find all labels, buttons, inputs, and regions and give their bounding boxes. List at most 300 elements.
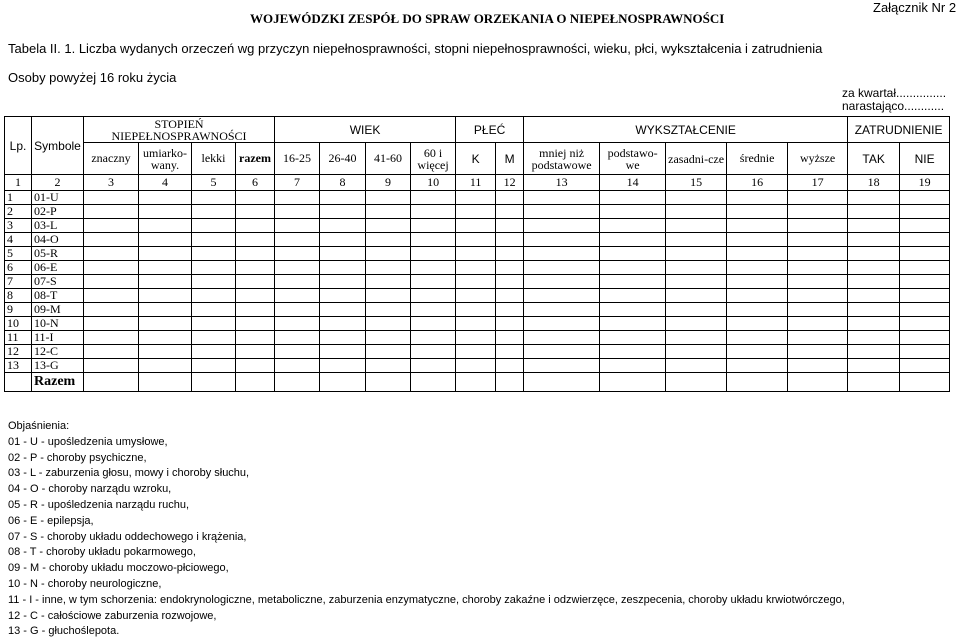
data-cell[interactable] [727, 261, 788, 275]
data-cell[interactable] [666, 289, 727, 303]
data-cell[interactable] [84, 233, 139, 247]
data-cell[interactable] [496, 331, 524, 345]
data-cell[interactable] [666, 317, 727, 331]
data-cell[interactable] [848, 205, 900, 219]
row-symbol: 11-I [32, 331, 84, 345]
column-number: 3 [84, 175, 139, 191]
data-cell[interactable] [788, 331, 848, 345]
data-cell[interactable] [456, 261, 496, 275]
column-number: 13 [524, 175, 600, 191]
data-cell[interactable] [456, 317, 496, 331]
data-cell[interactable] [848, 233, 900, 247]
data-cell[interactable] [366, 219, 411, 233]
data-cell[interactable] [366, 303, 411, 317]
data-cell[interactable] [139, 317, 192, 331]
data-cell[interactable] [192, 359, 236, 373]
persons-note: Osoby powyżej 16 roku życia [8, 70, 177, 85]
data-cell[interactable] [456, 289, 496, 303]
data-cell[interactable] [900, 359, 950, 373]
data-cell[interactable] [320, 205, 366, 219]
data-cell[interactable] [666, 275, 727, 289]
data-cell[interactable] [456, 233, 496, 247]
data-cell[interactable] [600, 345, 666, 359]
data-cell[interactable] [900, 261, 950, 275]
data-cell[interactable] [192, 247, 236, 261]
row-lp: 1 [5, 191, 32, 205]
data-cell[interactable] [456, 205, 496, 219]
data-cell[interactable] [236, 345, 275, 359]
annex-label: Załącznik Nr 2 [873, 0, 957, 15]
data-cell[interactable] [600, 233, 666, 247]
degree-total-header: razem [236, 143, 275, 175]
data-cell[interactable] [456, 247, 496, 261]
data-cell[interactable] [456, 303, 496, 317]
data-cell[interactable] [524, 261, 600, 275]
data-cell[interactable] [84, 191, 139, 205]
data-cell[interactable] [900, 317, 950, 331]
data-cell[interactable] [600, 289, 666, 303]
data-cell[interactable] [411, 289, 456, 303]
data-cell[interactable] [275, 261, 320, 275]
data-cell[interactable] [727, 275, 788, 289]
explanation-item: 02 - P - choroby psychiczne, [8, 451, 147, 464]
data-cell[interactable] [411, 345, 456, 359]
data-cell[interactable] [600, 275, 666, 289]
data-cell[interactable] [320, 191, 366, 205]
data-cell[interactable] [788, 219, 848, 233]
data-cell[interactable] [320, 345, 366, 359]
data-cell[interactable] [411, 233, 456, 247]
table-row [5, 345, 950, 359]
column-number: 16 [727, 175, 788, 191]
data-cell[interactable] [666, 205, 727, 219]
data-cell[interactable] [320, 275, 366, 289]
data-cell[interactable] [275, 359, 320, 373]
data-cell[interactable] [848, 191, 900, 205]
total-cell[interactable] [727, 373, 788, 392]
data-cell[interactable] [366, 247, 411, 261]
data-cell[interactable] [788, 233, 848, 247]
row-lp: 7 [5, 275, 32, 289]
data-cell[interactable] [366, 331, 411, 345]
data-cell[interactable] [236, 233, 275, 247]
data-cell[interactable] [788, 317, 848, 331]
data-cell[interactable] [496, 317, 524, 331]
explanation-item: 01 - U - upośledzenia umysłowe, [8, 435, 168, 448]
data-cell[interactable] [727, 233, 788, 247]
data-cell[interactable] [236, 191, 275, 205]
data-cell[interactable] [900, 247, 950, 261]
data-cell[interactable] [600, 191, 666, 205]
total-cell[interactable] [139, 373, 192, 392]
data-cell[interactable] [524, 331, 600, 345]
data-cell[interactable] [524, 317, 600, 331]
row-symbol: 13-G [32, 359, 84, 373]
data-cell[interactable] [366, 345, 411, 359]
explanation-item: 12 - C - całościowe zaburzenia rozwojowe, [8, 609, 217, 622]
data-cell[interactable] [496, 261, 524, 275]
data-cell[interactable] [524, 275, 600, 289]
column-number: 15 [666, 175, 727, 191]
data-cell[interactable] [84, 205, 139, 219]
data-cell[interactable] [192, 233, 236, 247]
data-cell[interactable] [320, 233, 366, 247]
data-cell[interactable] [900, 233, 950, 247]
data-cell[interactable] [139, 303, 192, 317]
data-cell[interactable] [139, 247, 192, 261]
data-cell[interactable] [496, 289, 524, 303]
row-symbol: 09-M [32, 303, 84, 317]
data-cell[interactable] [84, 275, 139, 289]
data-cell[interactable] [600, 219, 666, 233]
data-cell[interactable] [320, 331, 366, 345]
degree-group-header: STOPIEŃ NIEPEŁNOSPRAWNOŚCI [84, 117, 275, 143]
data-cell[interactable] [366, 317, 411, 331]
data-cell[interactable] [666, 303, 727, 317]
total-cell[interactable] [600, 373, 666, 392]
data-cell[interactable] [275, 289, 320, 303]
data-cell[interactable] [900, 205, 950, 219]
data-cell[interactable] [900, 289, 950, 303]
data-cell[interactable] [848, 317, 900, 331]
age-26-40-header: 26-40 [320, 143, 366, 175]
explanation-item: 10 - N - choroby neurologiczne, [8, 577, 162, 590]
data-cell[interactable] [727, 345, 788, 359]
data-cell[interactable] [666, 331, 727, 345]
data-cell[interactable] [900, 303, 950, 317]
data-cell[interactable] [727, 317, 788, 331]
data-cell[interactable] [320, 317, 366, 331]
data-cell[interactable] [524, 233, 600, 247]
table-row [5, 205, 950, 219]
data-cell[interactable] [275, 345, 320, 359]
total-lp-cell [5, 373, 32, 392]
data-cell[interactable] [411, 331, 456, 345]
data-cell[interactable] [411, 359, 456, 373]
data-cell[interactable] [275, 205, 320, 219]
data-cell[interactable] [411, 247, 456, 261]
data-cell[interactable] [848, 359, 900, 373]
data-cell[interactable] [192, 331, 236, 345]
data-cell[interactable] [236, 261, 275, 275]
table-row [5, 317, 950, 331]
data-cell[interactable] [84, 317, 139, 331]
data-cell[interactable] [666, 359, 727, 373]
column-number: 14 [600, 175, 666, 191]
data-cell[interactable] [600, 359, 666, 373]
data-cell[interactable] [666, 219, 727, 233]
data-cell[interactable] [848, 275, 900, 289]
table-row [5, 303, 950, 317]
total-cell[interactable] [848, 373, 900, 392]
table-row [5, 191, 950, 205]
data-cell[interactable] [727, 247, 788, 261]
data-cell[interactable] [139, 289, 192, 303]
data-cell[interactable] [524, 289, 600, 303]
data-cell[interactable] [366, 191, 411, 205]
data-cell[interactable] [192, 275, 236, 289]
data-cell[interactable] [84, 359, 139, 373]
data-cell[interactable] [496, 247, 524, 261]
row-symbol: 12-C [32, 345, 84, 359]
data-cell[interactable] [366, 233, 411, 247]
data-cell[interactable] [236, 317, 275, 331]
total-cell[interactable] [524, 373, 600, 392]
row-symbol: 08-T [32, 289, 84, 303]
data-cell[interactable] [84, 219, 139, 233]
report-title: WOJEWÓDZKI ZESPÓŁ DO SPRAW ORZEKANIA O NIEPEŁNOSPRAWNOŚCI [250, 11, 725, 26]
higher-header: wyższe [788, 143, 848, 175]
data-cell[interactable] [366, 289, 411, 303]
total-cell[interactable] [456, 373, 496, 392]
row-lp: 5 [5, 247, 32, 261]
data-cell[interactable] [139, 191, 192, 205]
data-cell[interactable] [275, 247, 320, 261]
data-cell[interactable] [192, 289, 236, 303]
mild-degree-header: lekki [192, 143, 236, 175]
data-cell[interactable] [84, 303, 139, 317]
data-cell[interactable] [84, 345, 139, 359]
data-cell[interactable] [496, 233, 524, 247]
data-cell[interactable] [496, 359, 524, 373]
total-cell[interactable] [236, 373, 275, 392]
data-cell[interactable] [456, 345, 496, 359]
data-cell[interactable] [848, 331, 900, 345]
data-cell[interactable] [320, 261, 366, 275]
total-cell[interactable] [900, 373, 950, 392]
data-cell[interactable] [600, 317, 666, 331]
data-cell[interactable] [275, 303, 320, 317]
data-cell[interactable] [84, 331, 139, 345]
data-cell[interactable] [236, 303, 275, 317]
data-cell[interactable] [666, 247, 727, 261]
data-cell[interactable] [788, 289, 848, 303]
data-cell[interactable] [848, 261, 900, 275]
data-cell[interactable] [139, 233, 192, 247]
data-cell[interactable] [275, 275, 320, 289]
data-cell[interactable] [456, 191, 496, 205]
data-cell[interactable] [366, 205, 411, 219]
data-cell[interactable] [666, 261, 727, 275]
vocational-header: zasadni-cze [666, 143, 727, 175]
data-cell[interactable] [788, 275, 848, 289]
explanations [8, 419, 845, 640]
data-cell[interactable] [848, 289, 900, 303]
data-cell[interactable] [848, 345, 900, 359]
data-cell[interactable] [900, 219, 950, 233]
data-cell[interactable] [192, 317, 236, 331]
row-symbol: 03-L [32, 219, 84, 233]
data-cell[interactable] [496, 191, 524, 205]
data-cell[interactable] [320, 219, 366, 233]
data-cell[interactable] [727, 303, 788, 317]
data-cell[interactable] [456, 219, 496, 233]
data-cell[interactable] [236, 359, 275, 373]
data-cell[interactable] [139, 219, 192, 233]
row-lp: 13 [5, 359, 32, 373]
column-number: 5 [192, 175, 236, 191]
data-cell[interactable] [411, 317, 456, 331]
data-cell[interactable] [411, 219, 456, 233]
data-cell[interactable] [320, 359, 366, 373]
column-number: 2 [32, 175, 84, 191]
data-cell[interactable] [275, 233, 320, 247]
total-cell[interactable] [666, 373, 727, 392]
data-cell[interactable] [496, 205, 524, 219]
data-cell[interactable] [139, 275, 192, 289]
data-cell[interactable] [192, 205, 236, 219]
column-number: 10 [411, 175, 456, 191]
data-cell[interactable] [727, 191, 788, 205]
column-number: 7 [275, 175, 320, 191]
data-cell[interactable] [727, 219, 788, 233]
data-cell[interactable] [411, 205, 456, 219]
data-cell[interactable] [496, 275, 524, 289]
data-cell[interactable] [236, 289, 275, 303]
data-cell[interactable] [524, 191, 600, 205]
data-cell[interactable] [496, 303, 524, 317]
data-cell[interactable] [496, 345, 524, 359]
data-cell[interactable] [139, 359, 192, 373]
explanation-item: 13 - G - głuchoślepota. [8, 625, 120, 638]
explanation-item: 03 - L - zaburzenia głosu, mowy i choroby słuchu, [8, 467, 250, 480]
data-cell[interactable] [788, 345, 848, 359]
data-cell[interactable] [600, 331, 666, 345]
data-cell[interactable] [788, 303, 848, 317]
explanations-list [8, 435, 845, 640]
data-cell[interactable] [666, 233, 727, 247]
total-cell[interactable] [275, 373, 320, 392]
age-41-60-header: 41-60 [366, 143, 411, 175]
row-symbol: 06-E [32, 261, 84, 275]
data-cell[interactable] [192, 345, 236, 359]
data-cell[interactable] [411, 261, 456, 275]
data-cell[interactable] [727, 331, 788, 345]
data-cell[interactable] [600, 247, 666, 261]
data-cell[interactable] [600, 261, 666, 275]
data-cell[interactable] [900, 191, 950, 205]
data-cell[interactable] [275, 317, 320, 331]
data-cell[interactable] [727, 289, 788, 303]
table-row [5, 289, 950, 303]
column-number: 1 [5, 175, 32, 191]
data-cell[interactable] [727, 205, 788, 219]
total-cell[interactable] [320, 373, 366, 392]
data-cell[interactable] [411, 303, 456, 317]
group-header-row [5, 117, 950, 143]
data-cell[interactable] [366, 261, 411, 275]
total-cell[interactable] [411, 373, 456, 392]
data-cell[interactable] [192, 191, 236, 205]
total-cell[interactable] [192, 373, 236, 392]
data-cell[interactable] [524, 247, 600, 261]
data-cell[interactable] [320, 303, 366, 317]
moderate-degree-header: umiarko-wany. [139, 143, 192, 175]
row-lp: 3 [5, 219, 32, 233]
column-number: 6 [236, 175, 275, 191]
data-cell[interactable] [84, 261, 139, 275]
data-cell[interactable] [139, 261, 192, 275]
education-group-header: WYKSZTAŁCENIE [524, 117, 848, 143]
data-cell[interactable] [236, 205, 275, 219]
male-header: M [496, 143, 524, 175]
secondary-header: średnie [727, 143, 788, 175]
data-cell[interactable] [666, 191, 727, 205]
data-cell[interactable] [411, 275, 456, 289]
data-cell[interactable] [275, 331, 320, 345]
data-cell[interactable] [600, 303, 666, 317]
data-cell[interactable] [600, 205, 666, 219]
data-cell[interactable] [192, 219, 236, 233]
data-cell[interactable] [139, 345, 192, 359]
data-cell[interactable] [411, 191, 456, 205]
data-cell[interactable] [900, 331, 950, 345]
data-cell[interactable] [788, 191, 848, 205]
data-cell[interactable] [727, 359, 788, 373]
total-cell[interactable] [84, 373, 139, 392]
data-cell[interactable] [236, 275, 275, 289]
data-cell[interactable] [320, 289, 366, 303]
data-cell[interactable] [848, 219, 900, 233]
table-row [5, 359, 950, 373]
data-cell[interactable] [666, 345, 727, 359]
age-60-plus-header: 60 i więcej [411, 143, 456, 175]
total-cell[interactable] [788, 373, 848, 392]
column-number: 18 [848, 175, 900, 191]
data-cell[interactable] [524, 303, 600, 317]
data-cell[interactable] [788, 205, 848, 219]
data-cell[interactable] [84, 247, 139, 261]
data-cell[interactable] [456, 359, 496, 373]
row-symbol: 04-O [32, 233, 84, 247]
row-lp: 9 [5, 303, 32, 317]
data-cell[interactable] [788, 359, 848, 373]
data-cell[interactable] [236, 331, 275, 345]
data-cell[interactable] [275, 191, 320, 205]
data-cell[interactable] [366, 359, 411, 373]
data-cell[interactable] [900, 345, 950, 359]
data-cell[interactable] [139, 205, 192, 219]
data-cell[interactable] [366, 275, 411, 289]
data-cell[interactable] [320, 247, 366, 261]
data-cell[interactable] [456, 275, 496, 289]
data-cell[interactable] [236, 247, 275, 261]
data-cell[interactable] [524, 205, 600, 219]
data-cell[interactable] [788, 247, 848, 261]
data-cell[interactable] [788, 261, 848, 275]
total-cell[interactable] [496, 373, 524, 392]
data-cell[interactable] [236, 219, 275, 233]
symbol-header: Symbole [32, 117, 84, 175]
data-cell[interactable] [524, 345, 600, 359]
data-cell[interactable] [524, 219, 600, 233]
explanation-item: 11 - I - inne, w tym schorzenia: endokrynologiczne, metaboliczne, zaburzenia enzymatyczne, choroby zakaźne i odzwierzęce, zeszpecenia, choroby układu krwiotwórczego, [8, 593, 845, 606]
data-cell[interactable] [900, 275, 950, 289]
data-cell[interactable] [456, 331, 496, 345]
data-cell[interactable] [139, 331, 192, 345]
data-cell[interactable] [84, 289, 139, 303]
data-cell[interactable] [192, 261, 236, 275]
total-cell[interactable] [366, 373, 411, 392]
data-cell[interactable] [524, 359, 600, 373]
data-cell[interactable] [275, 219, 320, 233]
data-cell[interactable] [192, 303, 236, 317]
significant-degree-header: znaczny [84, 143, 139, 175]
row-lp: 10 [5, 317, 32, 331]
data-cell[interactable] [848, 303, 900, 317]
data-cell[interactable] [496, 219, 524, 233]
data-cell[interactable] [848, 247, 900, 261]
